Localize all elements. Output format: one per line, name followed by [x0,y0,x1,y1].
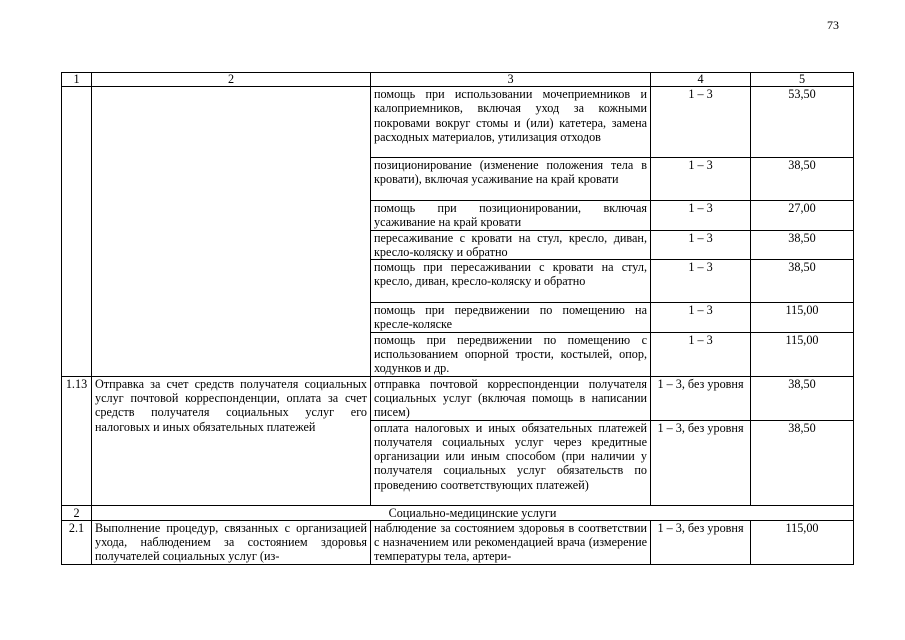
frequency: 1 – 3 [651,230,751,260]
header-col-1: 1 [62,73,92,87]
service-detail: помощь при позиционировании, включая усаживание на край кровати [371,201,651,231]
price: 38,50 [751,230,854,260]
service-detail: позиционирование (изменение положения тела в кровати), включая усаживание на край кровати [371,158,651,201]
service-name: Отправка за счет средств получателя социальных услуг почтовой корреспонденции, оплата за счет средств получателя социальных услуг его налоговых и иных обязательных платежей [92,376,371,505]
service-name: Выполнение процедур, связанных с организацией ухода, наблюдением за состоянием здоровья получателей социальных услуг (из- [92,520,371,564]
section-title: Социально-медицинские услуги [92,505,854,520]
row-number: 2.1 [62,520,92,564]
service-detail: пересаживание с кровати на стул, кресло, диван, кресло-коляску и обратно [371,230,651,260]
frequency: 1 – 3 [651,303,751,333]
price: 53,50 [751,87,854,158]
price: 115,00 [751,332,854,376]
price: 38,50 [751,376,854,420]
service-detail: оплата налоговых и иных обязательных платежей получателя социальных услуг через кредитные организации или иным способом (при наличии у получателя социальных услуг обязательств по проведению соответствующих платежей) [371,420,651,505]
section-number: 2 [62,505,92,520]
frequency: 1 – 3, без уровня [651,420,751,505]
header-col-3: 3 [371,73,651,87]
service-detail: помощь при передвижении по помещению на кресле-коляске [371,303,651,333]
price: 27,00 [751,201,854,231]
service-detail: помощь при передвижении по помещению с использованием опорной трости, костылей, опор, ходунков и др. [371,332,651,376]
header-col-5: 5 [751,73,854,87]
row-number: 1.13 [62,376,92,505]
price: 38,50 [751,158,854,201]
price: 38,50 [751,260,854,303]
section-row [62,505,854,520]
frequency: 1 – 3, без уровня [651,376,751,420]
frequency: 1 – 3 [651,158,751,201]
frequency: 1 – 3, без уровня [651,520,751,564]
page-number: 73 [827,18,839,32]
service-detail: отправка почтовой корреспонденции получателя социальных услуг (включая помощь в написании писем) [371,376,651,420]
header-col-4: 4 [651,73,751,87]
frequency: 1 – 3 [651,332,751,376]
table-header-row [62,73,854,87]
frequency: 1 – 3 [651,260,751,303]
services-table [61,72,854,565]
price: 115,00 [751,303,854,333]
frequency: 1 – 3 [651,87,751,158]
frequency: 1 – 3 [651,201,751,231]
service-name [92,87,371,377]
service-detail: помощь при пересаживании с кровати на стул, кресло, диван, кресло-коляску и обратно [371,260,651,303]
table-row [62,87,854,158]
table-row [62,376,854,420]
service-detail: помощь при использовании мочеприемников и калоприемников, включая уход за кожными покровами вокруг стомы и (или) катетера, замена расходных материалов, утилизация отходов [371,87,651,158]
row-number [62,87,92,377]
price: 38,50 [751,420,854,505]
price: 115,00 [751,520,854,564]
table-row [62,520,854,564]
header-col-2: 2 [92,73,371,87]
service-detail: наблюдение за состоянием здоровья в соответствии с назначением или рекомендацией врача (измерение температуры тела, артери- [371,520,651,564]
